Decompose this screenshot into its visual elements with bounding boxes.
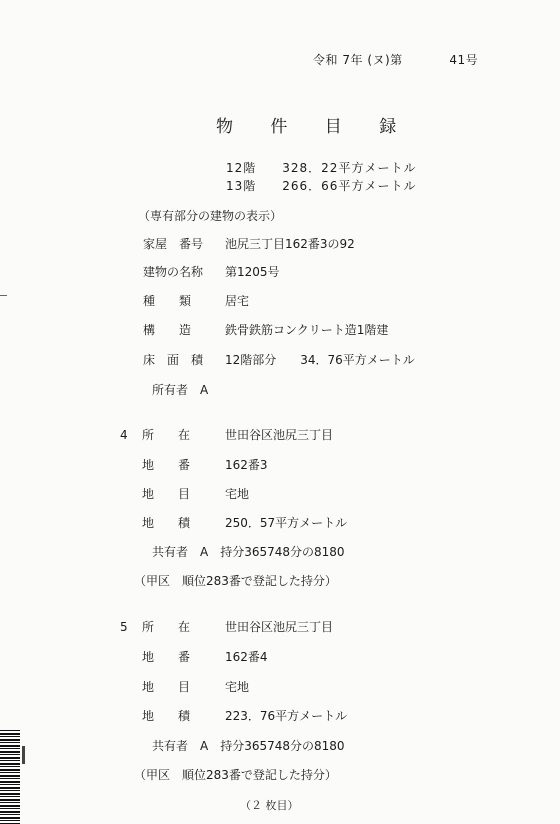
property-4-co-owner: 共有者 A 持分365748分の8180 bbox=[152, 545, 345, 559]
row-label: 家屋 番号 bbox=[143, 237, 204, 251]
row-label: 所 在 bbox=[142, 428, 191, 442]
row-label: 床 面 積 bbox=[143, 353, 204, 367]
row-label: 所 在 bbox=[142, 620, 191, 634]
row-value: 162番3 bbox=[225, 458, 268, 472]
row-label: 地 積 bbox=[142, 516, 191, 530]
case-type: (ヌ)第 bbox=[367, 53, 403, 67]
row-value: 12階部分 34．76平方メートル bbox=[225, 353, 415, 367]
barcode-strip bbox=[0, 730, 20, 824]
floor-area-12: 12階 328．22平方メートル bbox=[226, 161, 417, 175]
row-label: 地 番 bbox=[142, 650, 191, 664]
row-value: 162番4 bbox=[225, 650, 268, 664]
row-value: 鉄骨鉄筋コンクリート造1階建 bbox=[225, 323, 389, 337]
property-4-note: （甲区 順位283番で登記した持分） bbox=[134, 574, 337, 588]
row-value: 居宅 bbox=[225, 294, 250, 308]
row-value: 第1205号 bbox=[225, 265, 280, 279]
row-label: 地 番 bbox=[142, 458, 191, 472]
owner-line: 所有者 A bbox=[152, 383, 209, 397]
row-label: 構 造 bbox=[143, 323, 192, 337]
row-label: 地 積 bbox=[142, 709, 191, 723]
property-5-index: 5 bbox=[120, 620, 128, 634]
barcode-side-mark bbox=[22, 746, 25, 764]
scan-edge-mark bbox=[0, 295, 7, 296]
page-mark: （２ 枚目） bbox=[240, 799, 299, 812]
case-era: 令和 bbox=[313, 53, 339, 67]
property-4-index: 4 bbox=[120, 428, 128, 442]
document-title: 物 件 目 録 bbox=[216, 117, 413, 137]
floor-area-13: 13階 266．66平方メートル bbox=[226, 179, 417, 193]
property-5-note: （甲区 順位283番で登記した持分） bbox=[134, 768, 337, 782]
row-label: 地 目 bbox=[142, 487, 191, 501]
row-value: 池尻三丁目162番3の92 bbox=[225, 237, 355, 251]
property-5-co-owner: 共有者 A 持分365748分の8180 bbox=[152, 739, 345, 753]
row-value: 世田谷区池尻三丁目 bbox=[225, 620, 334, 634]
exclusive-section-heading: （専有部分の建物の表示） bbox=[138, 209, 283, 223]
row-value: 250．57平方メートル bbox=[225, 516, 348, 530]
row-value: 宅地 bbox=[225, 487, 250, 501]
case-number bbox=[313, 54, 478, 66]
case-number-value: 41号 bbox=[449, 53, 479, 67]
row-label: 種 類 bbox=[143, 294, 192, 308]
row-value: 223．76平方メートル bbox=[225, 709, 348, 723]
row-label: 地 目 bbox=[142, 680, 191, 694]
row-value: 宅地 bbox=[225, 680, 250, 694]
row-label: 建物の名称 bbox=[143, 265, 204, 279]
case-year: 7年 bbox=[342, 53, 363, 67]
row-value: 世田谷区池尻三丁目 bbox=[225, 428, 334, 442]
